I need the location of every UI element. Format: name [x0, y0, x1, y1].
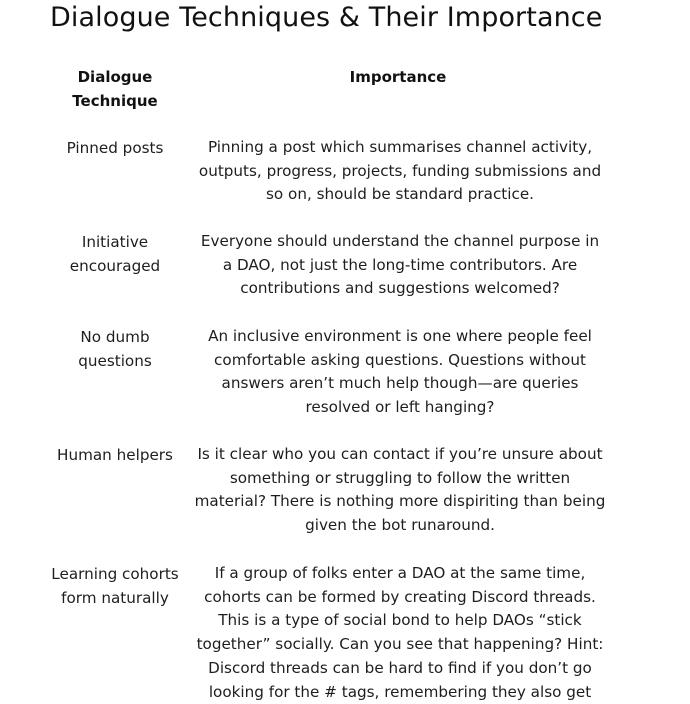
row-technique-human-helpers: Human helpers — [57, 446, 173, 464]
row-technique-learning-cohorts: Learning cohorts form naturally — [51, 565, 179, 607]
row-technique-no-dumb-questions: No dumb questions — [78, 328, 152, 370]
row-importance-initiative-encouraged: Everyone should understand the channel purpose in a DAO, not just the long-time contributors. Are contributions and suggestions welcomed? — [200, 232, 600, 298]
row-importance-learning-cohorts: If a group of folks enter a DAO at the same time, cohorts can be formed by creating Discord threads. This is a type of social bond to help DAOs “stick together” socially. Can you see that happening? Hint: Discord threads can be hard to find if you don’t go looking for the # tags, remembering they also get — [196, 564, 604, 701]
column-header-importance: Importance — [349, 68, 447, 86]
row-importance-human-helpers: Is it clear who you can contact if you’re unsure about something or struggling to follow the written material? There is nothing more dispiriting than being given the bot runaround. — [194, 445, 606, 535]
row-importance-pinned-posts: Pinning a post which summarises channel activity, outputs, progress, projects, funding submissions and so on, should be standard practice. — [198, 138, 602, 204]
row-technique-pinned-posts: Pinned posts — [66, 139, 164, 157]
column-header-technique: Dialogue Technique — [72, 68, 158, 110]
row-technique-initiative-encouraged: Initiative encouraged — [69, 233, 161, 275]
page-title: Dialogue Techniques & Their Importance — [50, 2, 603, 33]
row-importance-no-dumb-questions: An inclusive environment is one where people feel comfortable asking questions. Questions without answers aren’t much help though—are queries resolved or left hanging? — [208, 327, 592, 417]
